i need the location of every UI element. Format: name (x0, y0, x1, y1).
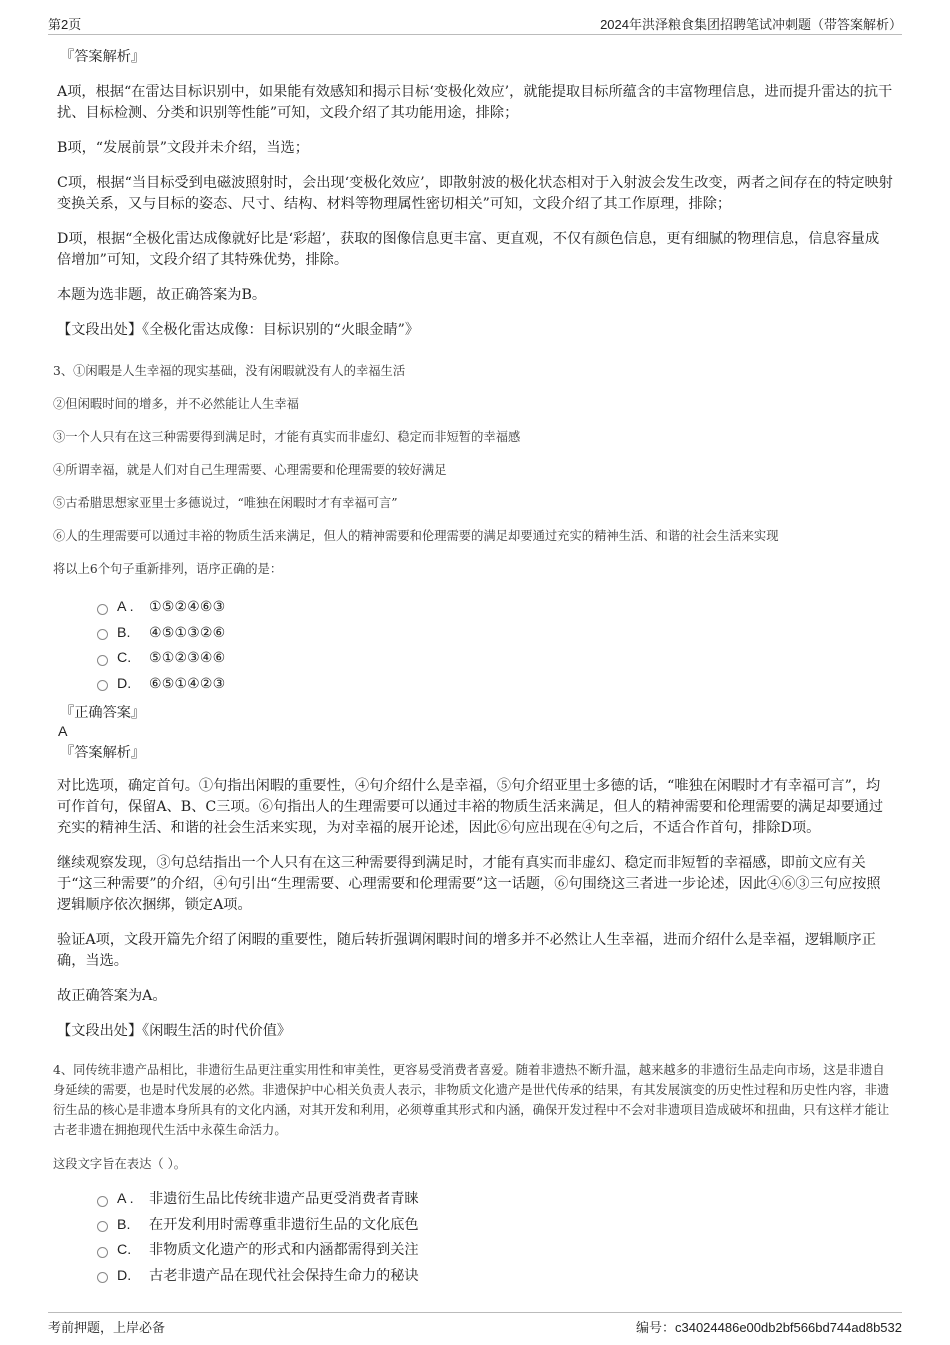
q4-option-d[interactable] (97, 1264, 893, 1290)
radio-icon[interactable] (97, 1221, 108, 1232)
q3-option-a[interactable] (97, 595, 893, 621)
q4-option-b[interactable] (97, 1213, 893, 1239)
page-number: 第2页 (48, 17, 82, 32)
option-text: 非遗衍生品比传统非遗产品更受消费者青睐 (149, 1191, 419, 1207)
q3-option-c[interactable] (97, 646, 893, 672)
document-title: 2024年洪泽粮食集团招聘笔试冲刺题（带答案解析） (600, 17, 902, 32)
q4-stem: 4、同传统非遗产品相比，非遗衍生品更注重实用性和审美性，更容易受消费者喜爱。随着非遗热不断升温，越来越多的非遗衍生品走向市场，这是非遗自身延续的需要，也是时代发展的必然。非遗保护中心相关负责人表示，非物质文化遗产是世代传承的结果，有其发展演变的历史性过程和历史性内容，非遗衍生品的核心是非遗本身所具有的文化内涵，对其开发和利用，必须尊重其形式和内涵，确保开发过程中不会对非遗项目造成破坏和扭曲，只有这样才能让古老非遗在拥抱现代生活中永葆生命活力。 (53, 1063, 890, 1137)
option-text: ①⑤②④⑥③ (149, 599, 226, 615)
option-letter: D. (117, 675, 132, 692)
option-text: 非物质文化遗产的形式和内涵都需得到关注 (149, 1242, 419, 1258)
radio-icon[interactable] (97, 655, 108, 666)
q3-sentence-3: ③一个人只有在这三种需要得到满足时，才能有真实而非虚幻、稳定而非短暂的幸福感 (53, 430, 521, 444)
radio-icon[interactable] (97, 604, 108, 615)
radio-icon[interactable] (97, 629, 108, 640)
q2-analysis-c: C项，根据“当目标受到电磁波照射时，会出现‘变极化效应’，即散射波的极化状态相对于入射波会发生改变，两者之间存在的特定映射变换关系，又与目标的姿态、尺寸、结构、材料等物理属性密切相关”可知，文段介绍了其工作原理，排除； (57, 175, 893, 212)
q3-conclusion: 故正确答案为A。 (57, 988, 167, 1004)
q3-prompt: 将以上6个句子重新排列，语序正确的是： (53, 562, 283, 576)
option-text: 在开发利用时需尊重非遗衍生品的文化底色 (149, 1216, 419, 1233)
q3-sentence-1: 3、①闲暇是人生幸福的现实基础，没有闲暇就没有人的幸福生活 (53, 364, 406, 378)
document-code: 编号：c34024486e00db2bf566bd744ad8b532 (635, 1320, 902, 1335)
q4-option-c[interactable] (97, 1238, 893, 1264)
q4-prompt: 这段文字旨在表达（ ）。 (53, 1157, 187, 1171)
option-letter: B. (117, 624, 131, 641)
option-letter: A . (117, 1191, 134, 1207)
option-text: 古老非遗产品在现代社会保持生命力的秘诀 (149, 1267, 419, 1284)
q2-conclusion: 本题为选非题，故正确答案为B。 (57, 287, 267, 303)
option-text: ⑥⑤①④②③ (149, 675, 226, 692)
q3-analysis-2: 继续观察发现，③句总结指出一个人只有在这三种需要得到满足时，才能有真实而非虚幻、稳定而非短暂的幸福感，即前文应有关于“这三种需要”的介绍，④句引出“生理需要、心理需要和伦理需要”这一话题，⑥句围绕这三者进一步论述，因此④⑥③三句应按照逻辑顺序依次捆绑，锁定A项。 (57, 855, 881, 913)
q3-analysis-3: 验证A项，文段开篇先介绍了闲暇的重要性，随后转折强调闲暇时间的增多并不必然让人生幸福，进而介绍什么是幸福，逻辑顺序正确，当选。 (57, 932, 876, 969)
option-letter: B. (117, 1216, 131, 1233)
page-content (53, 45, 893, 1289)
q2-analysis-b: B项，“发展前景”文段并未介绍，当选； (57, 140, 309, 156)
page-header (48, 12, 902, 35)
option-text: ④⑤①③②⑥ (149, 624, 226, 641)
radio-icon[interactable] (97, 1272, 108, 1283)
option-letter: A . (117, 599, 134, 615)
radio-icon[interactable] (97, 1196, 108, 1207)
q2-analysis-heading: 『答案解析』 (60, 49, 146, 65)
q3-sentence-2: ②但闲暇时间的增多，并不必然能让人生幸福 (53, 397, 299, 411)
q3-source: 【文段出处】《闲暇生活的时代价值》 (57, 1023, 292, 1039)
q3-analysis-1: 对比选项，确定首句。①句指出闲暇的重要性，④句介绍什么是幸福，⑤句介绍亚里士多德的话，“唯独在闲暇时才有幸福可言”，均可作首句，保留A、B、C三项。⑥句指出人的生理需要可以通过丰裕的物质生活来满足，但人的精神需要和伦理需要的满足却要通过充实的精神生活、和谐的社会生活来实现，为对幸福的展开论述，因此⑥句应出现在④句之后，不适合作首句，排除D项。 (57, 778, 884, 836)
radio-icon[interactable] (97, 680, 108, 691)
radio-icon[interactable] (97, 1247, 108, 1258)
option-letter: D. (117, 1267, 132, 1284)
q2-analysis-a: A项，根据“在雷达目标识别中，如果能有效感知和揭示目标‘变极化效应’，就能提取目标所蕴含的丰富物理信息，进而提升雷达的抗干扰、目标检测、分类和识别等性能”可知，文段介绍了其功能用途，排除； (57, 84, 893, 121)
q4-option-a[interactable] (97, 1187, 893, 1213)
q2-source: 【文段出处】《全极化雷达成像：目标识别的“火眼金睛”》 (57, 322, 420, 338)
q3-sentence-6: ⑥人的生理需要可以通过丰裕的物质生活来满足，但人的精神需要和伦理需要的满足却要通过充实的精神生活、和谐的社会生活来实现 (53, 529, 779, 543)
option-text: ⑤①②③④⑥ (149, 650, 226, 666)
q3-analysis-heading: 『答案解析』 (60, 745, 146, 761)
q3-answer: A (58, 724, 68, 740)
q4-options (97, 1187, 893, 1289)
q3-answer-heading: 『正确答案』 (60, 705, 146, 721)
q3-option-b[interactable] (97, 621, 893, 647)
q2-analysis-d: D项，根据“全极化雷达成像就好比是‘彩超’，获取的图像信息更丰富、更直观，不仅有颜色信息，更有细腻的物理信息，信息容量成倍增加”可知，文段介绍了其特殊优势，排除。 (57, 231, 880, 268)
footer-slogan: 考前押题，上岸必备 (48, 1321, 166, 1336)
q3-option-d[interactable] (97, 672, 893, 698)
q3-sentence-4: ④所谓幸福，就是人们对自己生理需要、心理需要和伦理需要的较好满足 (53, 463, 447, 477)
q3-options (97, 595, 893, 697)
q3-sentence-5: ⑤古希腊思想家亚里士多德说过，“唯独在闲暇时才有幸福可言” (53, 496, 398, 510)
option-letter: C. (117, 1242, 132, 1258)
page-footer (48, 1312, 902, 1339)
option-letter: C. (117, 650, 132, 666)
